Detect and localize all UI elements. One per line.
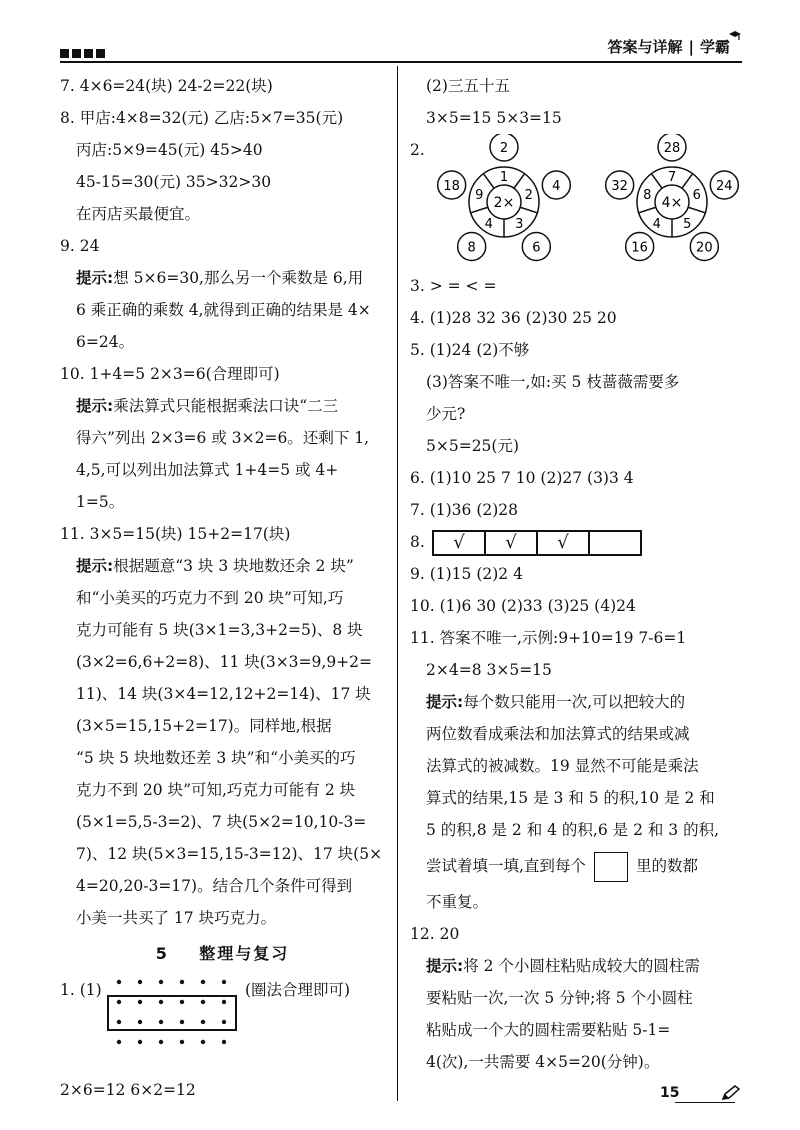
text-line: 4,5,可以列出加法算式 1+4=5 或 4+: [76, 461, 339, 479]
wheel-outer-number: 20: [696, 240, 713, 256]
answer-line: 11. 答案不唯一,示例:9+10=19 7-6=1: [410, 629, 687, 647]
answer-line: 9. 24: [60, 237, 100, 255]
wheel-inner-number: 9: [475, 187, 484, 203]
answer-line: 12. 20: [410, 925, 460, 943]
left-column: [60, 70, 385, 1106]
text-line: 和“小美买的巧克力不到 20 块”可知,巧: [76, 589, 344, 607]
text-line: 少元?: [426, 405, 466, 423]
text-line: (3×2=6,6+2=8)、11 块(3×3=9,9+2=: [76, 653, 373, 671]
graduation-cap-icon: [728, 30, 742, 42]
wheel-spoke: [514, 174, 525, 189]
wheel-center: 2×: [493, 195, 515, 211]
text-line: 克力可能有 5 块(3×1=3,3+2=5)、8 块: [76, 621, 363, 639]
text-line: 7)、12 块(5×3=15,15-3=12)、17 块(5×: [76, 845, 383, 863]
hint-label: 提示:: [426, 693, 464, 711]
dot: [117, 1000, 121, 1004]
wheel-outer-number: 8: [467, 240, 476, 256]
left-answers: [60, 70, 385, 934]
page-number: 15: [660, 1085, 680, 1101]
wheel-outer-number: 16: [631, 240, 648, 256]
text-line: 法算式的被减数。19 显然不可能是乘法: [426, 757, 699, 775]
hint-line: [410, 686, 755, 718]
answer-line: 10. (1)6 30 (2)33 (3)25 (4)24: [410, 597, 636, 615]
text-line: (5×1=5,5-3=2)、7 块(5×2=10,10-3=: [76, 813, 367, 831]
header-blocks: [60, 49, 105, 58]
dot: [138, 980, 142, 984]
circled-region: [108, 996, 236, 1030]
dot: [117, 980, 121, 984]
wheel-inner-number: 4: [652, 217, 661, 233]
text-line: (3×5=15,15+2=17)。同样地,根据: [76, 717, 332, 735]
wheel-outer-number: 28: [663, 141, 681, 156]
hint-box-line: [410, 846, 755, 886]
header-brand: 学霸: [699, 38, 730, 56]
dot: [117, 1040, 121, 1044]
wheel-outer-number: 2: [499, 141, 509, 156]
dot: [201, 1040, 205, 1044]
text-line: 克力不到 20 块”可知,巧克力可能有 2 块: [76, 781, 356, 799]
wheel-inner-number: 3: [515, 217, 524, 233]
hint-line: [410, 950, 755, 982]
dot: [201, 980, 205, 984]
text-line: 粘贴成一个大的圆柱需要粘贴 5-1=: [426, 1021, 671, 1039]
answer-line: 5. (1)24 (2)不够: [410, 341, 530, 359]
q2-label: 2.: [410, 141, 425, 159]
dot: [138, 1000, 142, 1004]
text-line: (2)三五十五: [426, 77, 510, 95]
wheel-inner-number: 8: [643, 187, 652, 203]
wheel-outer-number: 6: [532, 240, 541, 256]
wheel-outer-number: 24: [716, 179, 733, 195]
text-line: 5×5=25(元): [426, 437, 520, 455]
text-line: 4(次),一共需要 4×5=20(分钟)。: [426, 1053, 660, 1071]
text-line: 4=20,20-3=17)。结合几个条件可得到: [76, 877, 353, 895]
answer-line: 8. 甲店:4×8=32(元) 乙店:5×7=35(元): [60, 109, 344, 127]
q1-dot-figure: [60, 974, 385, 1074]
hint-text: 乘法算式只能根据乘法口诀“二三: [113, 397, 339, 415]
hint-label: 提示:: [426, 957, 464, 975]
section-number: 5: [155, 944, 169, 963]
answer-line: 7. 4×6=24(块) 24-2=22(块): [60, 77, 273, 95]
hint-text: 根据题意“3 块 3 块地数还余 2 块”: [113, 557, 354, 575]
text-line: “5 块 5 块地数还差 3 块”和“小美买的巧: [76, 749, 356, 767]
wheel-inner-number: 2: [524, 187, 533, 203]
hint-text: 将 2 个小圆柱粘贴成较大的圆柱需: [463, 957, 700, 975]
header-title: 答案与详解 | 学霸: [607, 38, 730, 56]
hint-text: 想 5×6=30,那么另一个乘数是 6,用: [113, 269, 364, 287]
answer-line: 10. 1+4=5 2×3=6(合理即可): [60, 365, 280, 383]
answer-line: 7. (1)36 (2)28: [410, 501, 519, 519]
text-line: 在丙店买最便宜。: [76, 205, 201, 223]
wheel-spoke: [639, 207, 656, 213]
section-title: 整理与复习: [199, 944, 290, 963]
hint-line: [60, 550, 385, 582]
wheel-outer-number: 18: [443, 179, 460, 195]
dot: [138, 1040, 142, 1044]
text-line: 算式的结果,15 是 3 和 5 的积,10 是 2 和: [426, 789, 715, 807]
wheel-center: 4×: [661, 195, 683, 211]
wheel-outer-number: 32: [611, 179, 628, 195]
check-cell: √: [434, 532, 486, 554]
box-line-after: 里的数都: [635, 857, 698, 875]
answer-line: 11. 3×5=15(块) 15+2=17(块): [60, 525, 291, 543]
answer-line: 9. (1)15 (2)2 4: [410, 565, 523, 583]
dot: [180, 1040, 184, 1044]
text-line: 5 的积,8 是 2 和 4 的积,6 是 2 和 3 的积,: [426, 821, 720, 839]
box-line-before: 尝试着填一填,直到每个: [426, 857, 586, 875]
hint-text: 每个数只能用一次,可以把较大的: [463, 693, 686, 711]
text-line: 丙店:5×9=45(元) 45>40: [76, 141, 263, 159]
text-line: 1=5。: [76, 493, 125, 511]
dot: [222, 1020, 226, 1024]
wheel-spoke: [520, 207, 537, 213]
footer-rule: [675, 1102, 735, 1103]
text-line: 不重复。: [426, 893, 489, 911]
dot: [159, 1000, 163, 1004]
wheel-spoke: [471, 207, 488, 213]
dot: [180, 980, 184, 984]
dot: [201, 1020, 205, 1024]
hint-label: 提示:: [76, 557, 114, 575]
text-line: 6 乘正确的乘数 4,就得到正确的结果是 4×: [76, 301, 371, 319]
dot: [159, 1040, 163, 1044]
right-answers-a: [410, 270, 755, 526]
wheel-spoke: [688, 207, 705, 213]
q2-wheels: [410, 134, 755, 270]
wheel-inner-number: 5: [683, 217, 692, 233]
right-answers-c: [410, 886, 755, 1078]
wheel-spoke: [651, 174, 662, 189]
text-line: 3×5=15 5×3=15: [426, 109, 562, 127]
right-top-answers: [410, 70, 755, 134]
dot: [159, 1020, 163, 1024]
multiplication-wheels: [424, 134, 754, 270]
dot: [201, 1000, 205, 1004]
right-answers-b: [410, 558, 755, 846]
answer-line: 4. (1)28 32 36 (2)30 25 20: [410, 309, 617, 327]
column-divider: [397, 66, 398, 1101]
answer-line: 6. (1)10 25 7 10 (2)27 (3)3 4: [410, 469, 634, 487]
wheel-inner-number: 1: [499, 170, 509, 185]
text-line: 两位数看成乘法和加法算式的结果或减: [426, 725, 690, 743]
text-line: (3)答案不唯一,如:买 5 枝蔷薇需要多: [426, 373, 680, 391]
wheel-inner-number: 7: [667, 170, 677, 185]
dot: [180, 1020, 184, 1024]
wheel-spoke: [682, 174, 693, 189]
dot: [222, 980, 226, 984]
q1-note: (圈法合理即可): [245, 981, 351, 999]
text-line: 2×4=8 3×5=15: [426, 661, 552, 679]
hint-line: [60, 262, 385, 294]
wheel-inner-number: 6: [692, 187, 701, 203]
text-line: 45-15=30(元) 35>32>30: [76, 173, 272, 191]
dot: [180, 1000, 184, 1004]
wheel-inner-number: 4: [484, 217, 493, 233]
dot: [138, 1020, 142, 1024]
check-cell: √: [538, 532, 590, 554]
q8-row: [410, 526, 755, 558]
answer-box: [594, 852, 628, 882]
text-line: 得六”列出 2×3=6 或 3×2=6。还剩下 1,: [76, 429, 370, 447]
dot-grid: [102, 974, 242, 1052]
page-header: [0, 0, 800, 64]
dot: [117, 1020, 121, 1024]
hint-label: 提示:: [76, 397, 114, 415]
q8-label: 8.: [410, 533, 425, 551]
hint-label: 提示:: [76, 269, 114, 287]
hint-line: [60, 390, 385, 422]
text-line: 6=24。: [76, 333, 135, 351]
wheel-outer-number: 4: [552, 179, 561, 195]
header-rule: [60, 61, 742, 63]
check-cell: √: [486, 532, 538, 554]
wheel-spoke: [483, 174, 494, 189]
right-column: [410, 70, 755, 1078]
pencil-icon: [720, 1084, 742, 1102]
q8-checkbox-table: [432, 530, 642, 556]
section-heading: [60, 934, 385, 974]
dot: [222, 1040, 226, 1044]
text-line: 小美一共买了 17 块巧克力。: [76, 909, 277, 927]
q1-label: 1. (1): [60, 981, 102, 999]
check-cell: [590, 532, 640, 554]
dot: [222, 1000, 226, 1004]
text-line: 11)、14 块(3×4=12,12+2=14)、17 块: [76, 685, 371, 703]
q1-answer: 2×6=12 6×2=12: [60, 1081, 196, 1099]
dot: [159, 980, 163, 984]
text-line: 要粘贴一次,一次 5 分钟;将 5 个小圆柱: [426, 989, 693, 1007]
header-section-title: 答案与详解: [607, 38, 683, 56]
answer-line: 3. > = < =: [410, 277, 497, 295]
